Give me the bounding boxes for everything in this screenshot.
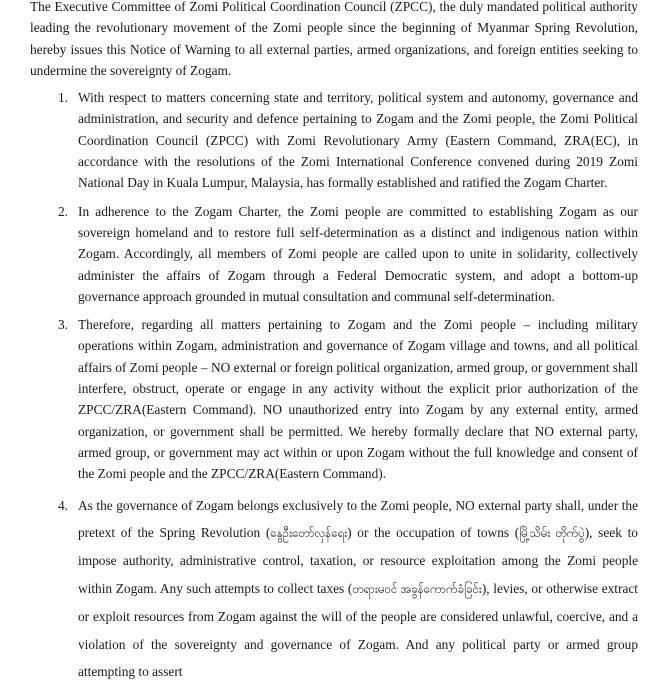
clause-text: With respect to matters concerning state and territory, political system and autonomy, governance and administration, and security and defence pertaining to Zogam and the Zomi people, the Zomi Political Coordination Council (ZPCC) with Zomi Revolutionary Army (Eastern Command, ZRA(EC), in accordance with the resolutions of the Zomi International Conference convened during 2019 Zomi National Day in Kuala Lumpur, Malaysia, has formally established and ratified the Zogam Charter. <box>78 90 638 191</box>
document-body <box>30 0 638 692</box>
clause-text: In adherence to the Zogam Charter, the Zomi people are committed to establishing Zogam as our sovereign homeland and to restore full self-determination as a distinct and indigenous nation within Zogam. Accordingly, all members of Zomi people are called upon to unite in solidarity, collectively administer the affairs of Zogam through a Federal Democratic system, and adopt a bottom-up governance approach grounded in mutual consultation and communal self-determination. <box>78 203 638 304</box>
clause-marker: 1. <box>58 90 69 106</box>
intro-paragraph: The Executive Committee of Zomi Political Coordination Council (ZPCC), the duly mandated political authority leading the revolutionary movement of the Zomi people since the beginning of Myanmar Spring Revolution, hereby issues this Notice of Warning to all external parties, armed organizations, and foreign entities seeking to undermine the sovereignty of Zogam. <box>30 0 638 78</box>
clause-item-3 <box>30 314 638 484</box>
clause-text: Therefore, regarding all matters pertaining to Zogam and the Zomi people – including military operations within Zogam, administration and governance of Zogam village and towns, and all political affairs of Zomi people – NO external or foreign political organization, armed group, or government shall interfere, obstruct, operate or engage in any activity without the explicit prior authorization of the ZPCC/ZRA(Eastern Command). NO unauthorized entry into Zogam by any external entity, armed organization, or government shall be permitted. We hereby formally declare that NO external party, armed group, or government may act within or upon Zogam without the full knowledge and consent of the Zomi people and the ZPCC/ZRA(Eastern Command). <box>78 317 638 482</box>
clause-text <box>78 492 638 686</box>
clause-item-1 <box>30 87 638 193</box>
clause-text-segment-1: As the governance of Zogam belongs exclusively to the Zomi people, NO external party shall, under the pretext of the Spring Revolution ( <box>78 497 638 540</box>
clause-text-segment-2: ) or the occupation of towns ( <box>347 524 520 540</box>
clause-marker: 2. <box>58 203 69 219</box>
numbered-clause-list <box>30 87 638 685</box>
burmese-term-town-occupation: မြို့သိမ်း တိုက်ပွဲ <box>519 526 585 540</box>
clause-text-segment-3: ), seek to impose authority, administrative control, taxation, or resource exploitation among the Zomi people within Zogam. Any such attempts to collect taxes ( <box>78 524 638 596</box>
clause-marker: 3. <box>58 317 69 333</box>
clause-item-2 <box>30 201 638 307</box>
burmese-term-spring-revolution: နွေဦးတော်လှန်ရေး <box>270 526 348 540</box>
burmese-term-tax-collection: တရားမဝင် အခွန်ကောက်ခံခြင်း <box>352 582 482 596</box>
clause-marker: 4. <box>58 497 69 513</box>
clause-text-segment-4: ), levies, or otherwise extract or exploit resources from Zogam against the will of the people are considered unlawful, coercive, and a violation of the sovereignty and governance of Zogam. And any political party or armed group attempting to assert <box>78 580 638 679</box>
clause-item-4 <box>30 492 638 686</box>
